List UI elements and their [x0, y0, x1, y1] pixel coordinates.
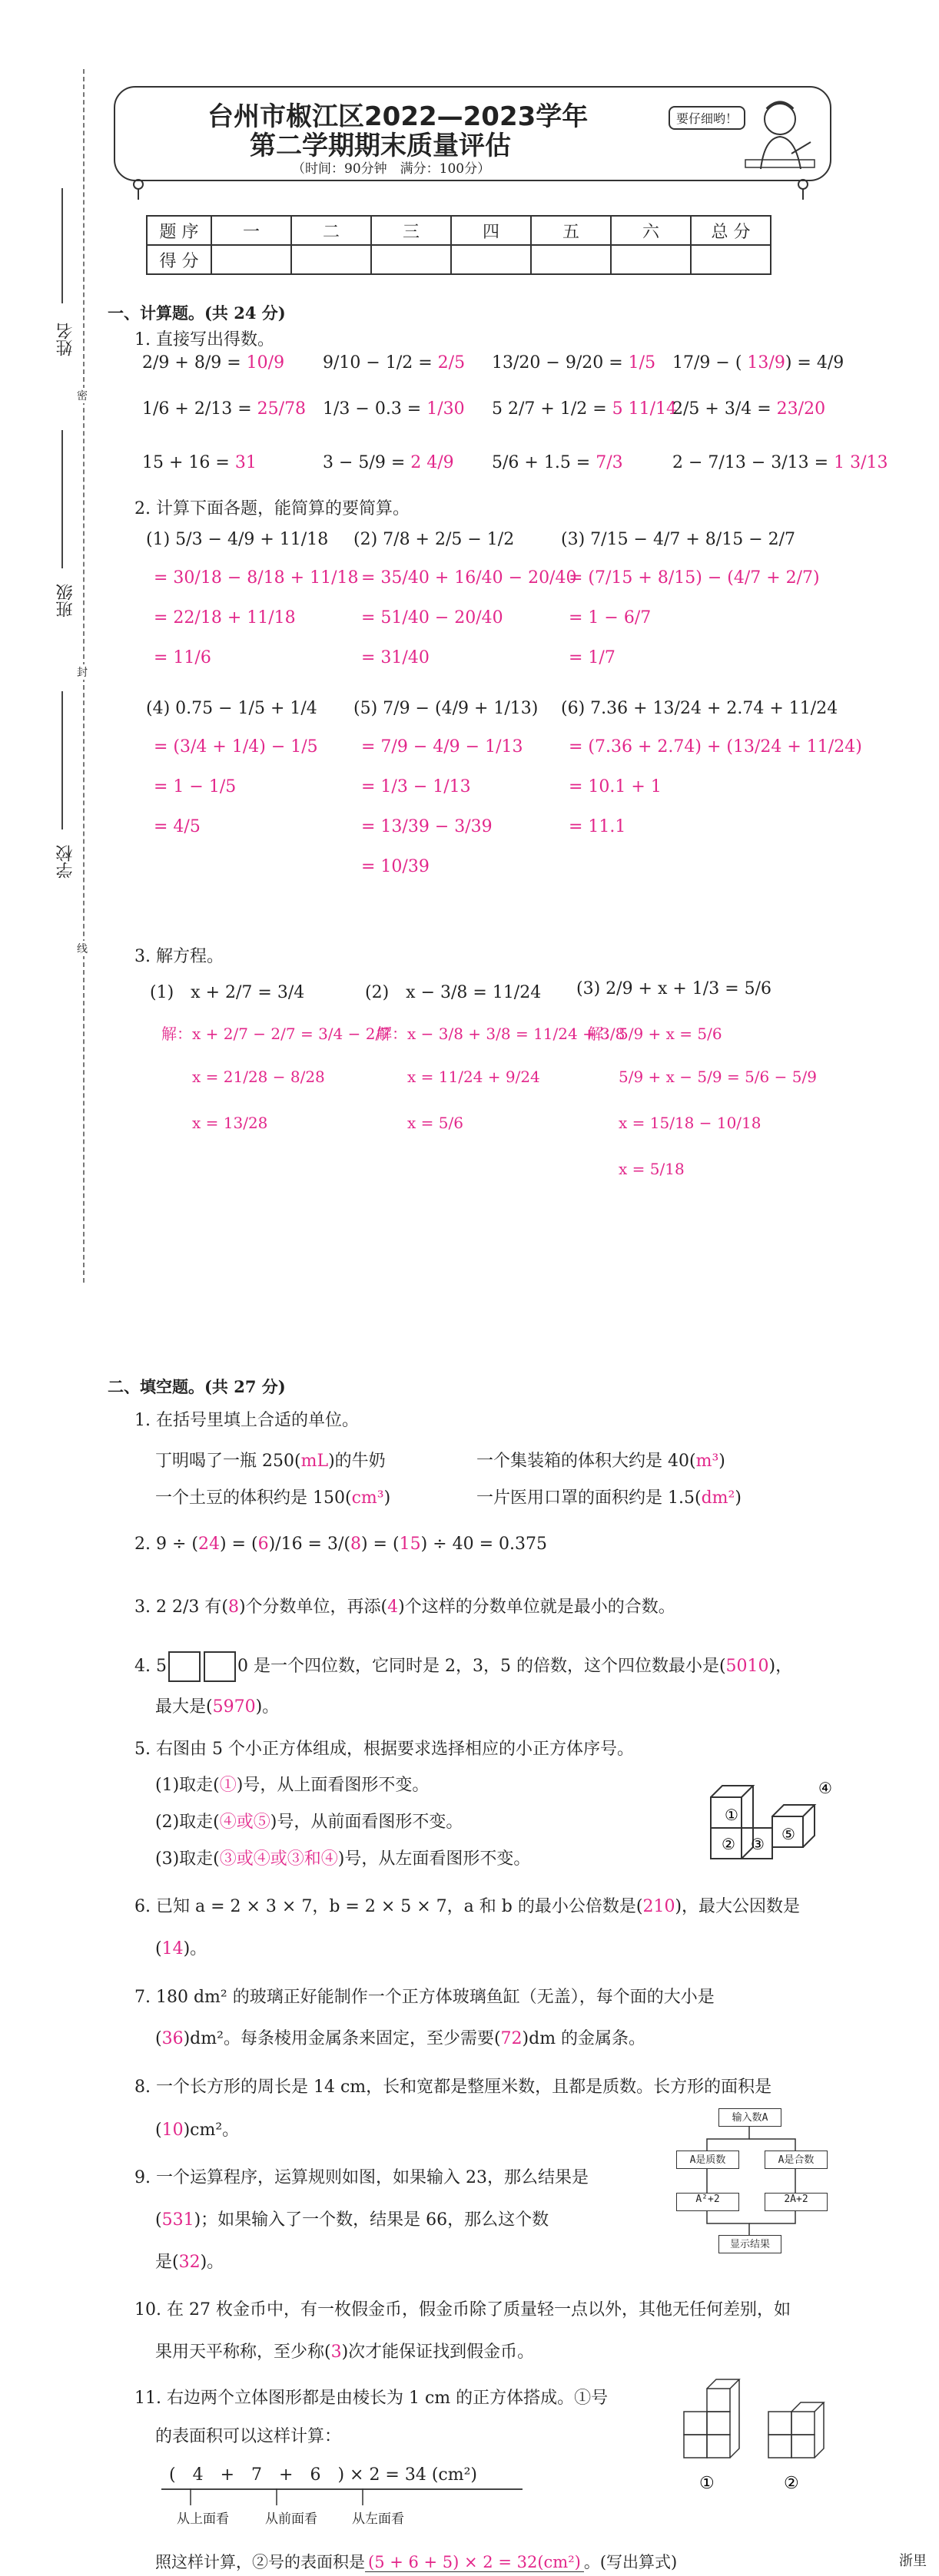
- fill-q11-answer: 照这样计算，②号的表面积是 (5 + 6 + 5) × 2 = 32(cm²) 。(写出算式): [155, 2553, 678, 2571]
- flow-output: 显示结果: [718, 2235, 781, 2253]
- fill-q6-line2: (14)。: [155, 1939, 207, 1958]
- q2-problem: (6) 7.36 + 13/24 + 2.74 + 11/24: [561, 699, 838, 718]
- school-label: 学校: [56, 845, 75, 879]
- q3-step: 解：x + 2/7 − 2/7 = 3/4 − 2/7: [161, 1025, 390, 1043]
- fill-q4-line1: 4. 5 0 是一个四位数，它同时是 2，3，5 的倍数，这个四位数最小是(5010)，: [134, 1651, 792, 1682]
- student-writing-illustration: [738, 92, 822, 177]
- fill-q10-line1: 10. 在 27 枚金币中，有一枚假金币，假金币除了质量轻一点以外，其他无任何差别，如: [134, 2300, 791, 2319]
- fill-q11-line2: 的表面积可以这样计算：: [155, 2427, 342, 2446]
- flow-prime: A是质数: [676, 2151, 739, 2169]
- q1-item: 1/6 + 2/13 = 25/78: [142, 399, 307, 419]
- q2-step: = 11/6: [154, 648, 211, 667]
- fill-q1-d: 一片医用口罩的面积约是 1.5(dm²): [476, 1488, 742, 1508]
- digit-box: [168, 1651, 201, 1682]
- q1-item: 15 + 16 = 31: [142, 453, 257, 472]
- two-solids-figure: [669, 2350, 845, 2504]
- q2-step: = 1/7: [569, 648, 615, 667]
- flow-input: 输入数A: [718, 2108, 781, 2127]
- fill-q1-c: 一个土豆的体积约是 150(cm³): [155, 1488, 391, 1508]
- q2-problem: (5) 7/9 − (4/9 + 1/13): [353, 699, 539, 718]
- fill-q10-line2: 果用天平称称，至少称(3)次才能保证找到假金币。: [155, 2343, 535, 2362]
- fill-q9-line2: (531)；如果输入了一个数，结果是 66，那么这个数: [155, 2210, 549, 2230]
- five-cube-figure: [703, 1766, 841, 1874]
- speech-bubble: 要仔细哟！: [669, 106, 745, 130]
- score-input[interactable]: [291, 245, 371, 274]
- fill-q11-formula: ( 4 + 7 + 6 ) × 2 = 34 (cm²): [169, 2465, 478, 2485]
- fill-q1-b: 一个集装箱的体积大约是 40(m³): [476, 1452, 725, 1471]
- score-cell: 六: [611, 216, 691, 245]
- q2-step: = 30/18 − 8/18 + 11/18: [154, 568, 359, 588]
- fill-q5-b: (2)取走(④或⑤)号，从前面看图形不变。: [155, 1813, 463, 1832]
- fill-q8-line1: 8. 一个长方形的周长是 14 cm，长和宽都是整厘米数，且都是质数。长方形的面积是: [134, 2078, 772, 2097]
- q2-step: = 1 − 6/7: [569, 608, 652, 627]
- q3-step: 解：5/9 + x = 5/6: [588, 1025, 722, 1043]
- seal-mark-3: 线: [77, 941, 88, 956]
- seal-mark-2: 封: [77, 664, 88, 680]
- q2-step: = 1/3 − 1/13: [361, 777, 471, 796]
- q1-item: 17/9 − ( 13/9) = 4/9: [672, 353, 844, 372]
- score-cell: 五: [531, 216, 611, 245]
- q1-item: 3 − 5/9 = 2 4/9: [323, 453, 454, 472]
- score-input[interactable]: [691, 245, 771, 274]
- flow-composite: A是合数: [765, 2151, 828, 2169]
- q3-equation: (1) x + 2/7 = 3/4: [150, 983, 305, 1002]
- fill-q4-line2: 最大是(5970)。: [155, 1697, 280, 1717]
- flow-arrows: [672, 2124, 834, 2239]
- view-front-label: 从前面看: [265, 2511, 317, 2527]
- q1-prompt: 1. 直接写出得数。: [134, 330, 274, 349]
- score-input[interactable]: [611, 245, 691, 274]
- score-cell: 总 分: [691, 216, 771, 245]
- cube-label: ⑤: [781, 1825, 795, 1843]
- digit-box: [204, 1651, 236, 1682]
- name-label: 姓名: [56, 323, 75, 356]
- q3-step: 5/9 + x − 5/9 = 5/6 − 5/9: [619, 1068, 817, 1086]
- view-left-label: 从左面看: [352, 2511, 404, 2527]
- q3-step: x = 11/24 + 9/24: [407, 1068, 540, 1086]
- q2-step: = (3/4 + 1/4) − 1/5: [154, 737, 318, 757]
- q2-step: = 35/40 + 16/40 − 20/40: [361, 568, 577, 588]
- score-header-row: [147, 216, 771, 245]
- q1-item: 2 − 7/13 − 3/13 = 1 3/13: [672, 453, 888, 472]
- q2-step: = 10.1 + 1: [569, 777, 662, 796]
- fill-q7-line1: 7. 180 dm² 的玻璃正好能制作一个正方体玻璃鱼缸（无盖），每个面的大小是: [134, 1988, 715, 2007]
- q2-step: = 11.1: [569, 817, 626, 836]
- title-line-1: 台州市椒江区2022—2023学年: [207, 101, 589, 132]
- q1-item: 2/9 + 8/9 = 10/9: [142, 353, 285, 372]
- fill-q2: 2. 9 ÷ (24) = (6)/16 = 3/(8) = (15) ÷ 40 = 0.375: [134, 1535, 547, 1554]
- q2-step: = 1 − 1/5: [154, 777, 237, 796]
- score-value-row: [147, 245, 771, 274]
- q1-item: 9/10 − 1/2 = 2/5: [323, 353, 466, 372]
- exam-time-info: （时间：90分钟 满分：100分）: [292, 161, 491, 177]
- q3-step: x = 5/18: [619, 1160, 685, 1178]
- q1-item: 2/5 + 3/4 = 23/20: [672, 399, 826, 419]
- section2-heading: 二、填空题。(共 27 分): [108, 1377, 286, 1396]
- fill-q5-a: (1)取走(①)号，从上面看图形不变。: [155, 1776, 430, 1795]
- cube-label: ④: [818, 1779, 832, 1797]
- q3-step: x = 13/28: [192, 1114, 268, 1132]
- q2-prompt: 2. 计算下面各题，能简算的要简算。: [134, 499, 410, 518]
- fill-q9-line1: 9. 一个运算程序，运算规则如图，如果输入 23，那么结果是: [134, 2168, 589, 2187]
- score-input[interactable]: [371, 245, 451, 274]
- score-cell: 四: [451, 216, 531, 245]
- q3-step: x = 5/6: [407, 1114, 463, 1132]
- q2-problem: (2) 7/8 + 2/5 − 1/2: [353, 530, 515, 549]
- q2-problem: (4) 0.75 − 1/5 + 1/4: [146, 699, 317, 718]
- fill-q8-line2: (10)cm²。: [155, 2121, 240, 2140]
- q2-step: = 7/9 − 4/9 − 1/13: [361, 737, 523, 757]
- fill-q5-c: (3)取走(③或④或③和④)号，从左面看图形不变。: [155, 1849, 531, 1869]
- q1-item: 5 2/7 + 1/2 = 5 11/14: [492, 399, 678, 419]
- q2-problem: (3) 7/15 − 4/7 + 8/15 − 2/7: [561, 530, 796, 549]
- cube-label: ①: [725, 1806, 738, 1824]
- q3-equation: (3) 2/9 + x + 1/3 = 5/6: [576, 979, 772, 998]
- q1-item: 1/3 − 0.3 = 1/30: [323, 399, 465, 419]
- class-label: 班级: [56, 584, 75, 618]
- q2-step: = (7/15 + 8/15) − (4/7 + 2/7): [569, 568, 820, 588]
- q3-prompt: 3. 解方程。: [134, 947, 224, 966]
- q2-step: = (7.36 + 2.74) + (13/24 + 11/24): [569, 737, 862, 757]
- q3-step: 解：x − 3/8 + 3/8 = 11/24 + 3/8: [377, 1025, 625, 1043]
- cube-label: ②: [722, 1835, 735, 1853]
- fill-q11-line1: 11. 右边两个立体图形都是由棱长为 1 cm 的正方体搭成。①号: [134, 2389, 609, 2408]
- fill-q7-line2: (36)dm²。每条棱用金属条来固定，至少需要(72)dm 的金属条。: [155, 2029, 646, 2048]
- title-line-2: 第二学期期末质量评估: [250, 131, 511, 161]
- score-input[interactable]: [531, 245, 611, 274]
- binder-rings: [115, 169, 830, 200]
- score-cell: 题 序: [147, 216, 211, 245]
- fill-q5-prompt: 5. 右图由 5 个小正方体组成，根据要求选择相应的小正方体序号。: [134, 1740, 634, 1759]
- q2-problem: (1) 5/3 − 4/9 + 11/18: [146, 530, 329, 549]
- seal-mark-1: 密: [77, 388, 88, 403]
- score-cell: 三: [371, 216, 451, 245]
- score-cell: 一: [211, 216, 291, 245]
- flow-op2: 2A+2: [765, 2193, 828, 2211]
- fill-q6-line1: 6. 已知 a = 2 × 3 × 7，b = 2 × 5 × 7，a 和 b 的最小公倍数是(210)，最大公因数是: [134, 1897, 801, 1916]
- q2-step: = 4/5: [154, 817, 201, 836]
- q2-step: = 31/40: [361, 648, 430, 667]
- flow-op1: A²+2: [676, 2193, 739, 2211]
- q2-step: = 13/39 − 3/39: [361, 817, 493, 836]
- cube-label: ③: [751, 1835, 765, 1853]
- q1-item: 13/20 − 9/20 = 1/5: [492, 353, 656, 372]
- view-top-label: 从上面看: [177, 2511, 229, 2527]
- score-table: [146, 215, 771, 275]
- q3-step: x = 15/18 − 10/18: [619, 1114, 761, 1132]
- solid-label: ②: [784, 2474, 799, 2493]
- score-input[interactable]: [451, 245, 531, 274]
- fill-q3: 3. 2 2/3 有(8)个分数单位，再添(4)个这样的分数单位就是最小的合数。: [134, 1598, 675, 1617]
- score-cell: 得 分: [147, 245, 211, 274]
- q1-item: 5/6 + 1.5 = 7/3: [492, 453, 623, 472]
- score-cell: 二: [291, 216, 371, 245]
- footer-mark: 浙里: [899, 2553, 927, 2569]
- section1-heading: 一、计算题。(共 24 分): [108, 303, 286, 323]
- q3-step: x = 21/28 − 8/28: [192, 1068, 325, 1086]
- q2-step: = 10/39: [361, 857, 430, 876]
- q3-equation: (2) x − 3/8 = 11/24: [365, 983, 542, 1002]
- q2-step: = 51/40 − 20/40: [361, 608, 503, 627]
- fill-q9-line3: 是(32)。: [155, 2253, 224, 2272]
- q2-step: = 22/18 + 11/18: [154, 608, 296, 627]
- solid-label: ①: [699, 2474, 715, 2493]
- fill-q1-prompt: 1. 在括号里填上合适的单位。: [134, 1411, 359, 1430]
- score-input[interactable]: [211, 245, 291, 274]
- fill-q1-a: 丁明喝了一瓶 250(mL)的牛奶: [155, 1452, 386, 1471]
